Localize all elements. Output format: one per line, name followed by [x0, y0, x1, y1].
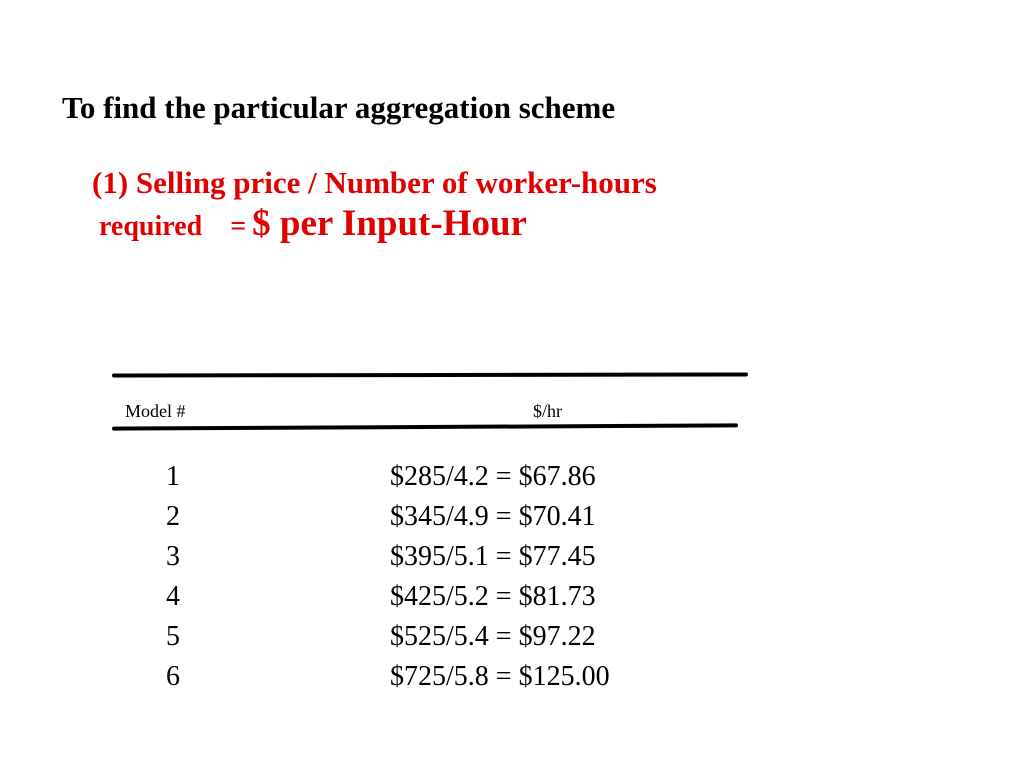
rate-calculation-cell: $345/4.9 = $70.41	[390, 501, 596, 532]
slide-title: To find the particular aggregation scheme	[62, 90, 616, 125]
table-header-rule	[112, 423, 738, 430]
table-row	[0, 657, 1024, 697]
formula-equals-sign: =	[230, 211, 247, 242]
formula-result: $ per Input-Hour	[252, 203, 527, 244]
rate-calculation-cell: $725/5.8 = $125.00	[390, 661, 610, 692]
model-number-cell: 4	[166, 581, 180, 612]
rate-calculation-cell: $525/5.4 = $97.22	[390, 621, 596, 652]
model-number-cell: 1	[166, 461, 180, 492]
formula-required-text: required	[99, 211, 203, 242]
table-row	[0, 537, 1024, 577]
table-top-rule	[112, 372, 748, 377]
formula-line-2	[92, 202, 657, 249]
column-header-model: Model #	[125, 401, 186, 421]
model-number-cell: 5	[166, 621, 180, 652]
formula-block	[92, 164, 657, 249]
table-row	[0, 577, 1024, 617]
column-header-rate: $/hr	[533, 401, 562, 421]
rate-calculation-cell: $395/5.1 = $77.45	[390, 541, 596, 572]
rate-calculation-cell: $285/4.2 = $67.86	[390, 461, 596, 492]
table-row	[0, 617, 1024, 657]
table-row	[0, 457, 1024, 497]
model-number-cell: 6	[166, 661, 180, 692]
model-number-cell: 3	[166, 541, 180, 572]
rate-calculation-cell: $425/5.2 = $81.73	[390, 581, 596, 612]
model-number-cell: 2	[166, 501, 180, 532]
formula-line-1: (1) Selling price / Number of worker-hours	[92, 165, 657, 200]
table-body	[0, 457, 1024, 697]
table-row	[0, 497, 1024, 537]
